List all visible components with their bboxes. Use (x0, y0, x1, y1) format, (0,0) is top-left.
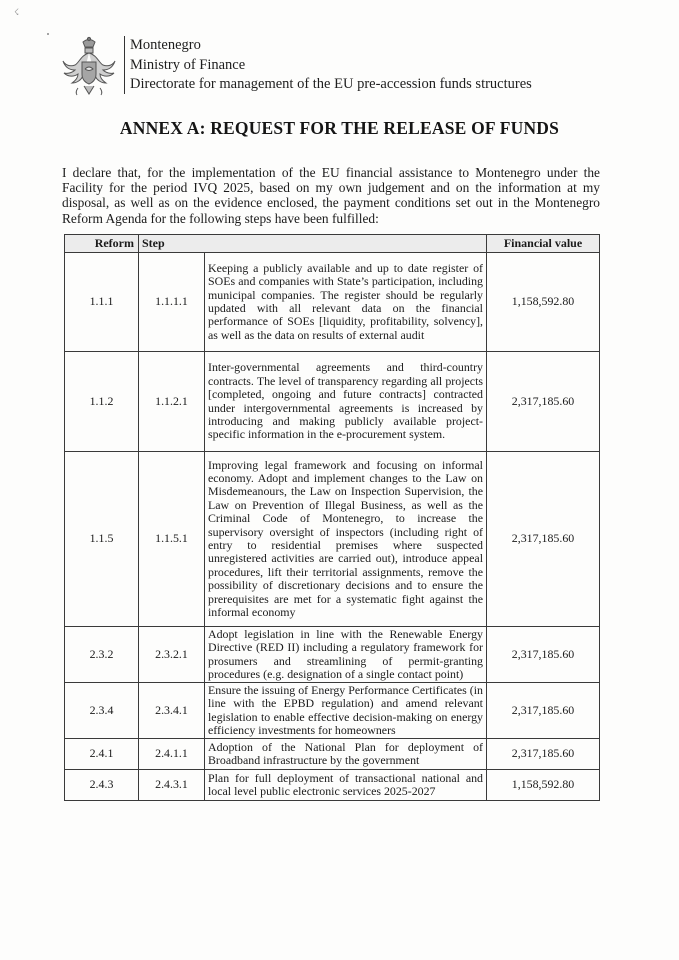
description-cell: Improving legal framework and focusing on informal economy. Adopt and implement changes to the Law on Misdemeanours, the Law on Inspection Supervision, the Law on Prevention of Illegal Business, as well as the Criminal Code of Montenegro, to increase the supervisory oversight of inspectors (including right of entry to residential premises where suspected unregistered activities are carried out), introduce appeal procedures, lift their territorial assignments, remove the possibility of discretionary decisions and to ensure the prerequisites are met for a systematic fight against the informal economy (205, 452, 487, 627)
description-cell: Plan for full deployment of transactional national and local level public electronic services 2025-2027 (205, 770, 487, 801)
description-cell: Ensure the issuing of Energy Performance Certificates (in line with the EPBD regulation) and amend relevant legislation to enable effective decision-making on energy efficiency investments for homeowners (205, 683, 487, 739)
reform-header: Reform (65, 235, 139, 253)
montenegro-coat-of-arms-icon (58, 36, 120, 98)
step-header: Step (139, 235, 205, 253)
step-cell: 2.3.2.1 (139, 627, 205, 683)
reform-cell: 2.3.4 (65, 683, 139, 739)
description-cell: Keeping a publicly available and up to date register of SOEs and companies with State’s participation, including municipal companies. The register should be regularly updated with all relevant data on the financial performance of SOEs [liquidity, profitability, solvency], as well as the data on results of external audit (205, 253, 487, 352)
step-cell: 1.1.5.1 (139, 452, 205, 627)
step-cell: 2.4.1.1 (139, 739, 205, 770)
financial-value-cell: 1,158,592.80 (487, 253, 600, 352)
financial-value-cell: 2,317,185.60 (487, 739, 600, 770)
financial-value-cell: 2,317,185.60 (487, 683, 600, 739)
country-name: Montenegro (130, 37, 201, 53)
step-cell: 1.1.1.1 (139, 253, 205, 352)
description-header (205, 235, 487, 253)
step-cell: 1.1.2.1 (139, 352, 205, 452)
table-row (65, 770, 600, 801)
reform-cell: 2.4.1 (65, 739, 139, 770)
description-cell: Adoption of the National Plan for deployment of Broadband infrastructure by the government (205, 739, 487, 770)
step-cell: 2.4.3.1 (139, 770, 205, 801)
directorate-name: Directorate for management of the EU pre-accession funds structures (130, 76, 532, 92)
reform-cell: 1.1.1 (65, 253, 139, 352)
step-cell: 2.3.4.1 (139, 683, 205, 739)
letterhead-divider (124, 36, 125, 94)
ministry-name: Ministry of Finance (130, 56, 246, 73)
reform-cell: 2.4.3 (65, 770, 139, 801)
declaration-paragraph: I declare that, for the implementation of the EU financial assistance to Montenegro under the Facility for the period IVQ 2025, based on my own judgement and on the information at my disposal, as well as on the evidence enclosed, the payment conditions set out in the Montenegro Reform Agenda for the following steps have been fulfilled: (62, 165, 600, 226)
financial-value-cell: 2,317,185.60 (487, 627, 600, 683)
letterhead (58, 36, 618, 98)
table-header-row (65, 235, 600, 253)
financial-value-header: Financial value (487, 235, 600, 253)
financial-value-cell: 1,158,592.80 (487, 770, 600, 801)
reform-cell: 1.1.5 (65, 452, 139, 627)
scan-corner-mark: ☇ (14, 8, 20, 18)
table-row (65, 352, 600, 452)
page-title: ANNEX A: REQUEST FOR THE RELEASE OF FUNDS (119, 118, 560, 138)
table-row (65, 452, 600, 627)
reform-cell: 1.1.2 (65, 352, 139, 452)
funds-release-table (64, 234, 600, 801)
table-row (65, 627, 600, 683)
table-row (65, 683, 600, 739)
description-cell: Adopt legislation in line with the Renewable Energy Directive (RED II) including a regulatory framework for prosumers and streamlining of permit-granting procedures (e.g. designation of a single contact point) (205, 627, 487, 683)
financial-value-cell: 2,317,185.60 (487, 452, 600, 627)
letterhead-text (130, 36, 532, 95)
financial-value-cell: 2,317,185.60 (487, 352, 600, 452)
table-row (65, 739, 600, 770)
reform-cell: 2.3.2 (65, 627, 139, 683)
description-cell: Inter-governmental agreements and third-country contracts. The level of transparency regarding all projects [completed, ongoing and future contracts] contracted under intergovernmental agreements is increased by introducing and making publicly available project-specific information in the e-procurement system. (205, 352, 487, 452)
scan-dot (47, 33, 49, 35)
table-row (65, 253, 600, 352)
